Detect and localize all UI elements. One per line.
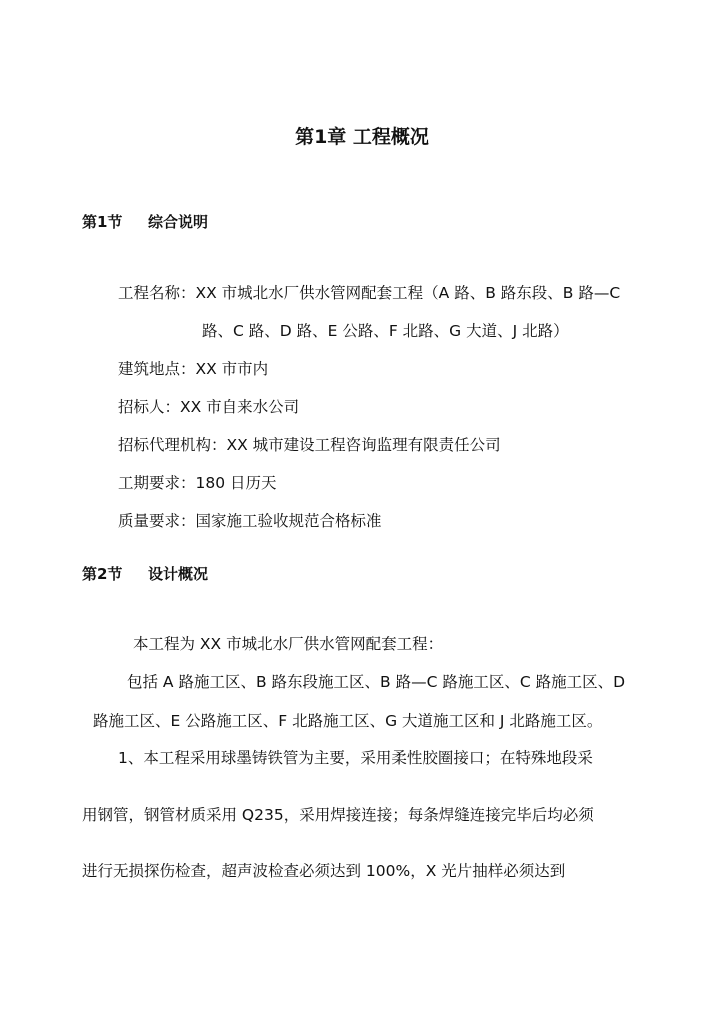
section-title: 设计概况	[148, 565, 209, 583]
project-location: 建筑地点：XX 市市内	[118, 360, 269, 378]
project-name-line1: 工程名称：XX 市城北水厂供水管网配套工程（A 路、B 路东段、B 路—C	[118, 284, 621, 302]
project-quality: 质量要求：国家施工验收规范合格标准	[118, 512, 382, 530]
project-duration: 工期要求：180 日历天	[118, 474, 277, 492]
design-scope-line1: 包括 A 路施工区、B 路东段施工区、B 路—C 路施工区、C 路施工区、D	[127, 673, 626, 691]
section-number: 第1节	[82, 213, 123, 231]
section-title: 综合说明	[148, 213, 209, 231]
project-agency: 招标代理机构：XX 城市建设工程咨询监理有限责任公司	[118, 436, 501, 454]
project-tenderer: 招标人：XX 市自来水公司	[118, 398, 300, 416]
design-intro: 本工程为 XX 市城北水厂供水管网配套工程：	[133, 635, 444, 653]
design-scope-line2: 路施工区、E 公路施工区、F 北路施工区、G 大道施工区和 J 北路施工区。	[93, 712, 603, 730]
project-name-line2: 路、C 路、D 路、E 公路、F 北路、G 大道、J 北路）	[202, 322, 569, 340]
design-item1-line3: 进行无损探伤检查，超声波检查必须达到 100%，X 光片抽样必须达到	[82, 862, 566, 880]
section-heading-1	[82, 211, 208, 232]
chapter-title: 第1章 工程概况	[295, 126, 429, 148]
design-item1-line2: 用钢管，钢管材质采用 Q235，采用焊接连接；每条焊缝连接完毕后均必须	[82, 806, 594, 824]
section-heading-2	[82, 563, 208, 584]
design-item1-line1: 1、本工程采用球墨铸铁管为主要，采用柔性胶圈接口；在特殊地段采	[118, 749, 593, 767]
section-number: 第2节	[82, 565, 123, 583]
